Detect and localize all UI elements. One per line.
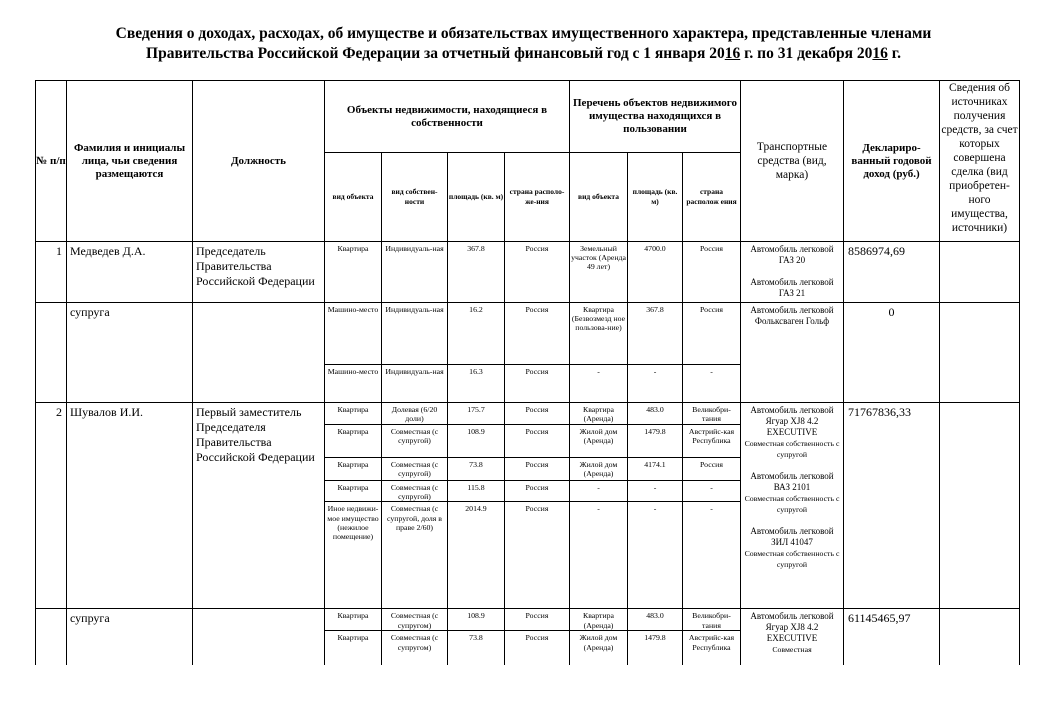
used-type: -: [570, 481, 628, 502]
row-num: 1: [36, 242, 67, 303]
vehicles-cell: [741, 242, 844, 303]
used-country: -: [683, 365, 741, 403]
used-country: -: [683, 481, 741, 502]
owned-ownership: Индивидуаль-ная: [382, 242, 448, 303]
owned-area: 115.8: [448, 481, 505, 502]
owned-type: Квартира: [325, 481, 382, 502]
owned-ownership: Совместная (с супругой): [382, 425, 448, 458]
owned-country: Россия: [505, 242, 570, 303]
table-row: [36, 609, 1020, 631]
used-country: Австрийс-кая Республика: [683, 631, 741, 665]
owned-area: 73.8: [448, 631, 505, 665]
owned-ownership: Совместная (с супругом): [382, 609, 448, 631]
owned-area: 108.9: [448, 425, 505, 458]
used-type: Жилой дом (Аренда): [570, 631, 628, 665]
owned-ownership: Совместная (с супругой, доля в праве 2/60): [382, 502, 448, 609]
used-area: 483.0: [628, 609, 683, 631]
vehicles-cell: [741, 303, 844, 403]
vehicle-note: Совместная собственность с супругой: [744, 494, 840, 514]
used-area: -: [628, 365, 683, 403]
vehicle-item: Автомобиль легковой ВАЗ 2101: [750, 471, 834, 492]
vehicle-item: Автомобиль легковой Ягуар XJ8 4.2 EXECUTIVE: [750, 611, 834, 644]
owned-country: Россия: [505, 403, 570, 425]
header-sources: Сведения об источниках получения средств, за счет которых совершена сделка (вид приобретен-ного имущества, источники): [940, 81, 1020, 242]
owned-country: Россия: [505, 609, 570, 631]
table-row: [36, 303, 1020, 365]
person-position: [193, 303, 325, 403]
owned-type: Квартира: [325, 403, 382, 425]
person-position: Председатель Правительства Российской Федерации: [193, 242, 325, 303]
vehicles-cell: [741, 403, 844, 609]
used-area: 367.8: [628, 303, 683, 365]
owned-type: Квартира: [325, 242, 382, 303]
owned-type: Квартира: [325, 609, 382, 631]
header-position: Должность: [193, 81, 325, 242]
income-value: 61145465,97: [844, 609, 940, 665]
owned-ownership: Индивидуаль-ная: [382, 365, 448, 403]
header-income: Деклариро-ванный годовой доход (руб.): [844, 81, 940, 242]
owned-type: Квартира: [325, 631, 382, 665]
vehicle-note: Совместная собственность с супругой: [744, 549, 840, 569]
vehicle-item: Автомобиль легковой ГАЗ 20: [750, 244, 834, 265]
vehicles-cell: [741, 609, 844, 665]
owned-country: Россия: [505, 631, 570, 665]
owned-type: Машино-место: [325, 365, 382, 403]
owned-area: 2014.9: [448, 502, 505, 609]
vehicle-item: Автомобиль легковой ЗИЛ 41047: [750, 526, 834, 547]
used-area: 1479.8: [628, 631, 683, 665]
used-area: 4174.1: [628, 458, 683, 481]
owned-ownership: Совместная (с супругой): [382, 458, 448, 481]
owned-country: Россия: [505, 365, 570, 403]
owned-area: 16.2: [448, 303, 505, 365]
owned-ownership: Совместная (с супругой): [382, 481, 448, 502]
used-type: Квартира (Безвозмезд ное пользова-ние): [570, 303, 628, 365]
header-owned-area: площадь (кв. м): [448, 153, 505, 242]
declaration-table: [35, 80, 1020, 665]
header-owned-type: вид объекта: [325, 153, 382, 242]
header-name: Фамилия и инициалы лица, чьи сведения размещаются: [67, 81, 193, 242]
header-used-group: Перечень объектов недвижимого имущества находящихся в пользовании: [570, 81, 741, 153]
sources-cell: [940, 303, 1020, 403]
person-name: Медведев Д.А.: [67, 242, 193, 303]
owned-ownership: Индивидуаль-ная: [382, 303, 448, 365]
owned-country: Россия: [505, 502, 570, 609]
used-type: Квартира (Аренда): [570, 403, 628, 425]
header-used-country: страна располож ения: [683, 153, 741, 242]
income-value: 8586974,69: [844, 242, 940, 303]
owned-ownership: Совместная (с супругом): [382, 631, 448, 665]
person-name: супруга: [67, 303, 193, 403]
header-owned-group: Объекты недвижимости, находящиеся в собственности: [325, 81, 570, 153]
owned-area: 367.8: [448, 242, 505, 303]
vehicle-item: Автомобиль легковой Ягуар XJ8 4.2 EXECUTIVE: [750, 405, 834, 437]
owned-country: Россия: [505, 458, 570, 481]
owned-type: Иное недвижи-мое имущество (нежилое помещение): [325, 502, 382, 609]
owned-ownership: Долевая (6/20 доли): [382, 403, 448, 425]
header-owned-ownership: вид собствен-ности: [382, 153, 448, 242]
person-position: [193, 609, 325, 665]
owned-country: Россия: [505, 425, 570, 458]
used-type: Жилой дом (Аренда): [570, 458, 628, 481]
used-country: Австрийс-кая Республика: [683, 425, 741, 458]
used-area: 4700.0: [628, 242, 683, 303]
owned-type: Квартира: [325, 425, 382, 458]
used-country: -: [683, 502, 741, 609]
vehicle-note: Совместная: [772, 645, 812, 655]
vehicle-note: Совместная собственность с супругой: [744, 439, 840, 459]
header-used-type: вид объекта: [570, 153, 628, 242]
sources-cell: [940, 242, 1020, 303]
header-row-1: [36, 81, 1020, 153]
used-country: Россия: [683, 303, 741, 365]
vehicle-item: Автомобиль легковой Фольксваген Гольф: [750, 305, 834, 326]
vehicle-item: Автомобиль легковой ГАЗ 21: [750, 277, 834, 298]
income-value: 71767836,33: [844, 403, 940, 609]
used-country: Россия: [683, 458, 741, 481]
owned-area: 175.7: [448, 403, 505, 425]
table-row: [36, 242, 1020, 303]
used-area: -: [628, 502, 683, 609]
used-type: Жилой дом (Аренда): [570, 425, 628, 458]
header-num: № п/п: [36, 81, 67, 242]
title-line-1: Сведения о доходах, расходах, об имуществе и обязательствах имущественного характера, представленные членами: [115, 25, 932, 42]
used-area: 1479.8: [628, 425, 683, 458]
row-num: [36, 303, 67, 403]
owned-area: 73.8: [448, 458, 505, 481]
owned-country: Россия: [505, 303, 570, 365]
person-position: Первый заместитель Председателя Правительства Российской Федерации: [193, 403, 325, 609]
used-country: Великобри-тания: [683, 609, 741, 631]
used-country: Великобри-тания: [683, 403, 741, 425]
table-row: [36, 403, 1020, 425]
income-value: 0: [844, 303, 940, 403]
person-name: супруга: [67, 609, 193, 665]
used-area: 483.0: [628, 403, 683, 425]
sources-cell: [940, 403, 1020, 609]
owned-country: Россия: [505, 481, 570, 502]
title-line-2: Правительства Российской Федерации за отчетный финансовый год с 1 января 2016 г. по 31 декабря 2016 г.: [146, 45, 901, 62]
used-type: -: [570, 365, 628, 403]
used-type: Земельный участок (Аренда 49 лет): [570, 242, 628, 303]
used-area: -: [628, 481, 683, 502]
owned-type: Машино-место: [325, 303, 382, 365]
owned-area: 108.9: [448, 609, 505, 631]
owned-type: Квартира: [325, 458, 382, 481]
header-vehicles: Транспортные средства (вид, марка): [741, 81, 844, 242]
row-num: 2: [36, 403, 67, 609]
document-title: [0, 24, 1047, 64]
row-num: [36, 609, 67, 665]
owned-area: 16.3: [448, 365, 505, 403]
person-name: Шувалов И.И.: [67, 403, 193, 609]
used-type: -: [570, 502, 628, 609]
sources-cell: [940, 609, 1020, 665]
header-used-area: площадь (кв. м): [628, 153, 683, 242]
used-country: Россия: [683, 242, 741, 303]
header-owned-country: страна располо-же-ния: [505, 153, 570, 242]
used-type: Квартира (Аренда): [570, 609, 628, 631]
